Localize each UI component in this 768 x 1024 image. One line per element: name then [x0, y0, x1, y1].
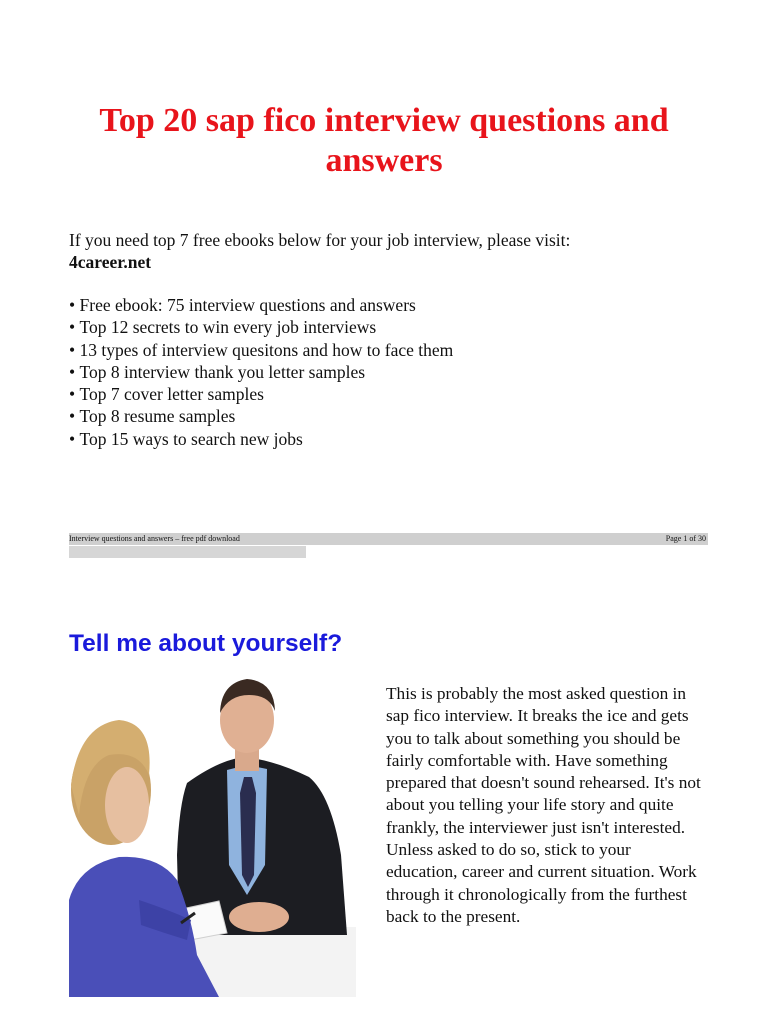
- ebook-list: [69, 294, 709, 450]
- list-item: • Free ebook: 75 interview questions and answers: [69, 294, 709, 316]
- man-hands-shape: [229, 902, 289, 932]
- intro-text: If you need top 7 free ebooks below for your job interview, please visit:: [69, 230, 571, 250]
- page-footer: [69, 533, 708, 545]
- footer-caption: Interview questions and answers – free pdf download: [69, 534, 240, 543]
- site-link[interactable]: 4career.net: [69, 252, 152, 272]
- page-number: Page 1 of 30: [665, 534, 706, 543]
- answer-paragraph: This is probably the most asked question in sap fico interview. It breaks the ice and gets you to talk about something you should be fairly comfortable with. Have something prepared that doesn't sound rehearsed. It's not about you telling your life story and quite frankly, the interviewer just isn't interested. Unless asked to do so, stick to your education, career and current situation. Work through it chronologically from the furthest back to the present.: [386, 684, 701, 926]
- interview-photo: [69, 665, 356, 997]
- title-line-2: answers: [325, 142, 443, 179]
- list-item: • Top 15 ways to search new jobs: [69, 428, 709, 450]
- list-item: • Top 8 resume samples: [69, 405, 709, 427]
- list-item: • Top 12 secrets to win every job interviews: [69, 316, 709, 338]
- list-item: • 13 types of interview quesitons and how to face them: [69, 339, 709, 361]
- section-heading: Tell me about yourself?: [69, 630, 343, 657]
- title-line-1: Top 20 sap fico interview questions and: [99, 102, 669, 139]
- woman-face-shape: [105, 767, 149, 843]
- page-title: [0, 101, 768, 181]
- man-tie-shape: [240, 777, 256, 887]
- interview-photo-illustration: [69, 665, 356, 997]
- intro-paragraph: [69, 229, 709, 273]
- list-item: • Top 8 interview thank you letter samples: [69, 361, 709, 383]
- list-item: • Top 7 cover letter samples: [69, 383, 709, 405]
- footer-divider: [69, 546, 306, 558]
